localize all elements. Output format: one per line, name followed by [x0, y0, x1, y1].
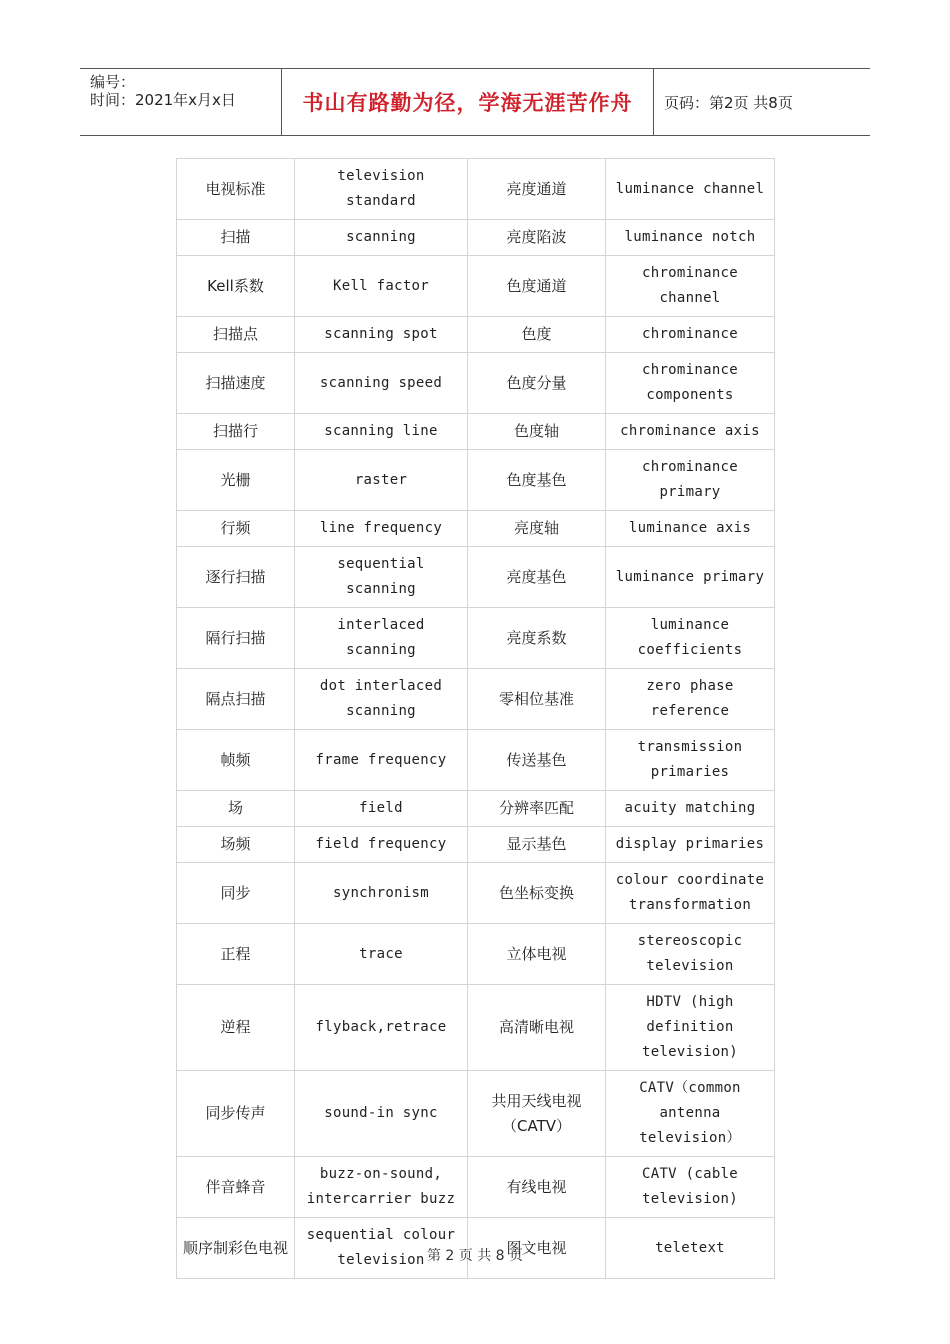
table-row	[177, 353, 775, 414]
glossary-table-body	[177, 159, 775, 1279]
term-en-cell: buzz-on-sound, intercarrier buzz	[295, 1157, 468, 1218]
term-zh-cell: 高清晰电视	[468, 985, 606, 1071]
term-en-cell: luminance primary	[606, 547, 775, 608]
term-en-cell: HDTV (high definition television)	[606, 985, 775, 1071]
term-zh-cell: 亮度系数	[468, 608, 606, 669]
term-zh-cell: 亮度轴	[468, 511, 606, 547]
term-zh-cell: 场频	[177, 827, 295, 863]
term-zh-cell: 图文电视	[468, 1218, 606, 1279]
term-en-cell: flyback,retrace	[295, 985, 468, 1071]
table-row	[177, 414, 775, 450]
term-en-cell: luminance coefficients	[606, 608, 775, 669]
term-en-cell: luminance channel	[606, 159, 775, 220]
document-number-label: 编号：	[90, 73, 136, 91]
term-en-cell: scanning line	[295, 414, 468, 450]
term-zh-cell: 光栅	[177, 450, 295, 511]
table-row	[177, 1157, 775, 1218]
table-row	[177, 608, 775, 669]
table-row	[177, 256, 775, 317]
term-en-cell: display primaries	[606, 827, 775, 863]
term-zh-cell: 共用天线电视（CATV）	[468, 1071, 606, 1157]
term-zh-cell: Kell系数	[177, 256, 295, 317]
term-en-cell: scanning speed	[295, 353, 468, 414]
term-en-cell: stereoscopic television	[606, 924, 775, 985]
table-row	[177, 317, 775, 353]
document-date: 时间：2021年x月x日	[90, 91, 236, 109]
table-row	[177, 730, 775, 791]
term-zh-cell: 行频	[177, 511, 295, 547]
term-zh-cell: 同步	[177, 863, 295, 924]
term-zh-cell: 色坐标变换	[468, 863, 606, 924]
term-zh-cell: 色度通道	[468, 256, 606, 317]
term-en-cell: trace	[295, 924, 468, 985]
term-zh-cell: 色度轴	[468, 414, 606, 450]
term-en-cell: chrominance components	[606, 353, 775, 414]
page-header	[80, 68, 870, 136]
table-row	[177, 547, 775, 608]
term-en-cell: field frequency	[295, 827, 468, 863]
term-en-cell: line frequency	[295, 511, 468, 547]
term-zh-cell: 逐行扫描	[177, 547, 295, 608]
term-en-cell: scanning	[295, 220, 468, 256]
term-zh-cell: 有线电视	[468, 1157, 606, 1218]
table-row	[177, 511, 775, 547]
term-zh-cell: 帧频	[177, 730, 295, 791]
term-zh-cell: 隔行扫描	[177, 608, 295, 669]
table-row	[177, 159, 775, 220]
term-en-cell: raster	[295, 450, 468, 511]
table-row	[177, 863, 775, 924]
table-row	[177, 220, 775, 256]
term-zh-cell: 色度基色	[468, 450, 606, 511]
term-zh-cell: 显示基色	[468, 827, 606, 863]
term-en-cell: luminance axis	[606, 511, 775, 547]
term-en-cell: frame frequency	[295, 730, 468, 791]
term-en-cell: sequential scanning	[295, 547, 468, 608]
table-row	[177, 924, 775, 985]
term-zh-cell: 立体电视	[468, 924, 606, 985]
term-en-cell: synchronism	[295, 863, 468, 924]
term-en-cell: CATV (cable television)	[606, 1157, 775, 1218]
term-en-cell: television standard	[295, 159, 468, 220]
table-row	[177, 827, 775, 863]
term-en-cell: zero phase reference	[606, 669, 775, 730]
term-zh-cell: 扫描点	[177, 317, 295, 353]
term-en-cell: scanning spot	[295, 317, 468, 353]
term-zh-cell: 色度分量	[468, 353, 606, 414]
table-row	[177, 1071, 775, 1157]
term-en-cell: teletext	[606, 1218, 775, 1279]
term-zh-cell: 亮度陷波	[468, 220, 606, 256]
term-en-cell: sequential colour television	[295, 1218, 468, 1279]
term-zh-cell: 分辨率匹配	[468, 791, 606, 827]
term-zh-cell: 亮度基色	[468, 547, 606, 608]
term-en-cell: dot interlaced scanning	[295, 669, 468, 730]
term-zh-cell: 零相位基准	[468, 669, 606, 730]
header-meta	[80, 69, 281, 135]
term-zh-cell: 顺序制彩色电视	[177, 1218, 295, 1279]
term-zh-cell: 场	[177, 791, 295, 827]
page-footer: 第 2 页 共 8 页	[426, 1248, 524, 1264]
term-en-cell: acuity matching	[606, 791, 775, 827]
term-zh-cell: 电视标准	[177, 159, 295, 220]
term-en-cell: Kell factor	[295, 256, 468, 317]
table-row	[177, 669, 775, 730]
term-zh-cell: 同步传声	[177, 1071, 295, 1157]
term-zh-cell: 隔点扫描	[177, 669, 295, 730]
term-en-cell: luminance notch	[606, 220, 775, 256]
table-row	[177, 791, 775, 827]
term-zh-cell: 扫描	[177, 220, 295, 256]
header-motto: 书山有路勤为径，学海无涯苦作舟	[281, 69, 654, 135]
term-zh-cell: 正程	[177, 924, 295, 985]
term-en-cell: CATV（common antenna television）	[606, 1071, 775, 1157]
term-zh-cell: 逆程	[177, 985, 295, 1071]
term-en-cell: sound-in sync	[295, 1071, 468, 1157]
term-zh-cell: 伴音蜂音	[177, 1157, 295, 1218]
header-page-info: 页码：第2页 共8页	[664, 93, 793, 112]
term-zh-cell: 色度	[468, 317, 606, 353]
term-en-cell: field	[295, 791, 468, 827]
term-en-cell: chrominance	[606, 317, 775, 353]
term-en-cell: chrominance channel	[606, 256, 775, 317]
glossary-table	[176, 158, 775, 1279]
term-en-cell: chrominance axis	[606, 414, 775, 450]
table-row	[177, 450, 775, 511]
term-zh-cell: 传送基色	[468, 730, 606, 791]
term-zh-cell: 亮度通道	[468, 159, 606, 220]
term-en-cell: colour coordinate transformation	[606, 863, 775, 924]
term-en-cell: interlaced scanning	[295, 608, 468, 669]
term-en-cell: chrominance primary	[606, 450, 775, 511]
table-row	[177, 985, 775, 1071]
term-en-cell: transmission primaries	[606, 730, 775, 791]
term-zh-cell: 扫描行	[177, 414, 295, 450]
term-zh-cell: 扫描速度	[177, 353, 295, 414]
